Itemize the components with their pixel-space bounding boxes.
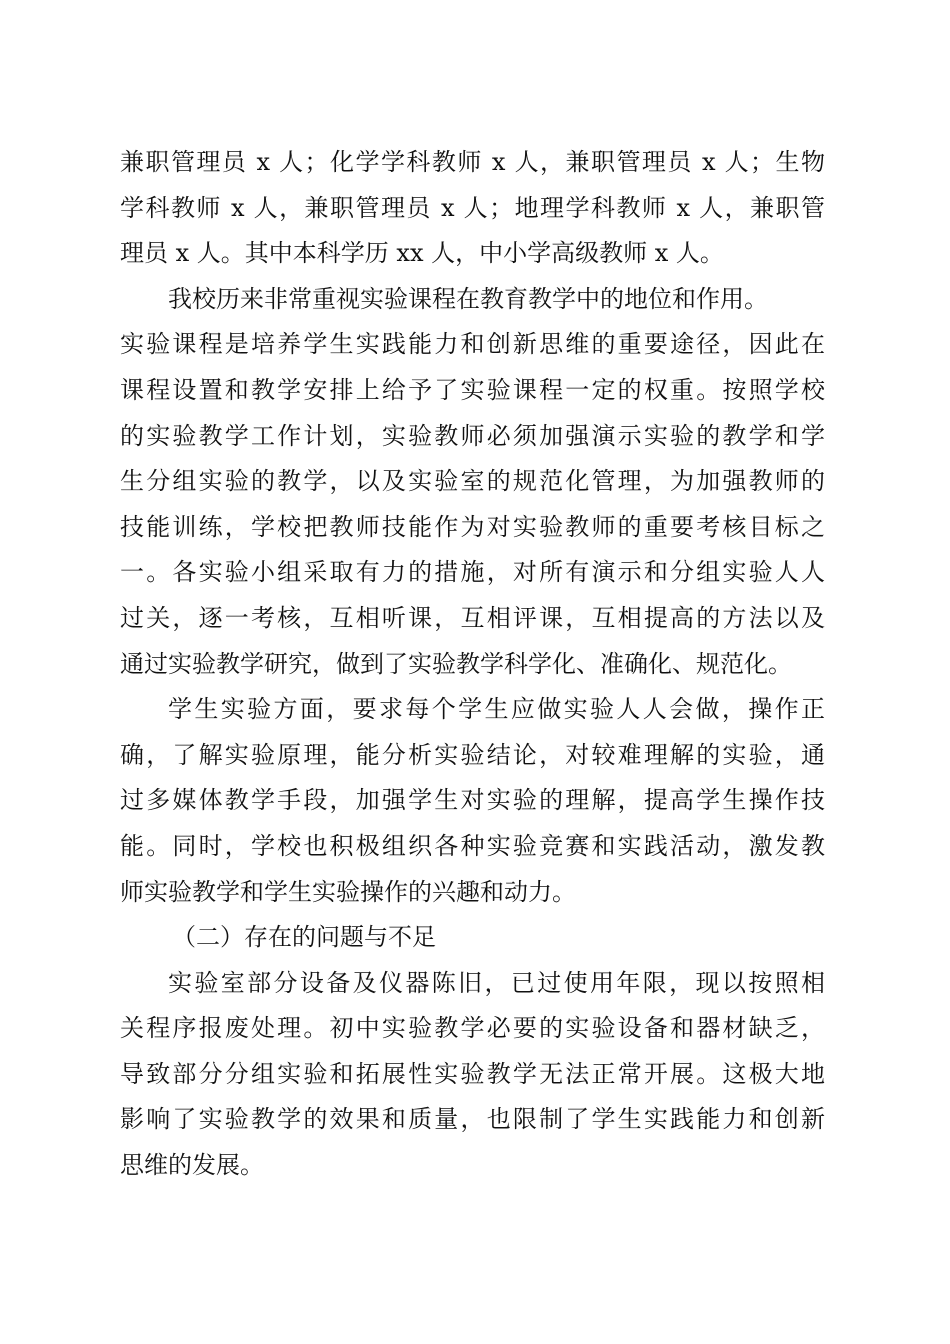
text-line: 理员 x 人。其中本科学历 xx 人，中小学高级教师 x 人。 xyxy=(120,239,724,268)
text-line: 技能训练，学校把教师技能作为对实验教师的重要考核目标之 xyxy=(120,512,825,541)
text-line: 我校历来非常重视实验课程在教育教学中的地位和作用。 xyxy=(168,284,768,313)
text-line: 的实验教学工作计划，实验教师必须加强演示实验的教学和学 xyxy=(120,421,825,450)
text-line: 实验室部分设备及仪器陈旧，已过使用年限，现以按照相 xyxy=(168,968,825,997)
paragraph-staff-counts xyxy=(120,140,825,277)
text-line: 能。同时，学校也积极组织各种实验竞赛和实践活动，激发教 xyxy=(120,831,825,860)
text-line: 学生实验方面，要求每个学生应做实验人人会做，操作正 xyxy=(168,695,825,724)
text-line: 过多媒体教学手段，加强学生对实验的理解，提高学生操作技 xyxy=(120,786,825,815)
text-line: 一。各实验小组采取有力的措施，对所有演示和分组实验人人 xyxy=(120,558,825,587)
text-line: 关程序报废处理。初中实验教学必要的实验设备和器材缺乏， xyxy=(120,1014,825,1043)
text-line: 兼职管理员 x 人；化学学科教师 x 人，兼职管理员 x 人；生物 xyxy=(120,148,825,176)
section-heading: （二）存在的问题与不足 xyxy=(172,923,436,952)
text-line: 师实验教学和学生实验操作的兴趣和动力。 xyxy=(120,877,576,906)
document-body xyxy=(120,140,825,1189)
paragraph-experiment-courses xyxy=(120,277,825,687)
text-line: 导致部分分组实验和拓展性实验教学无法正常开展。这极大地 xyxy=(120,1059,825,1088)
text-line: 影响了实验教学的效果和质量，也限制了学生实践能力和创新 xyxy=(120,1105,825,1134)
paragraph-student-experiments xyxy=(120,687,825,915)
text-line: 思维的发展。 xyxy=(120,1151,264,1180)
text-line: 学科教师 x 人，兼职管理员 x 人；地理学科教师 x 人，兼职管 xyxy=(120,193,825,222)
text-line: 实验课程是培养学生实践能力和创新思维的重要途径，因此在 xyxy=(120,330,825,359)
text-line: 生分组实验的教学，以及实验室的规范化管理，为加强教师的 xyxy=(120,467,825,496)
text-line: 通过实验教学研究，做到了实验教学科学化、准确化、规范化。 xyxy=(120,649,792,678)
text-line: 确，了解实验原理，能分析实验结论，对较难理解的实验，通 xyxy=(120,740,825,769)
paragraph-problems xyxy=(120,961,825,1189)
text-line: 课程设置和教学安排上给予了实验课程一定的权重。按照学校 xyxy=(120,375,825,404)
text-line: 过关，逐一考核，互相听课，互相评课，互相提高的方法以及 xyxy=(120,603,825,632)
